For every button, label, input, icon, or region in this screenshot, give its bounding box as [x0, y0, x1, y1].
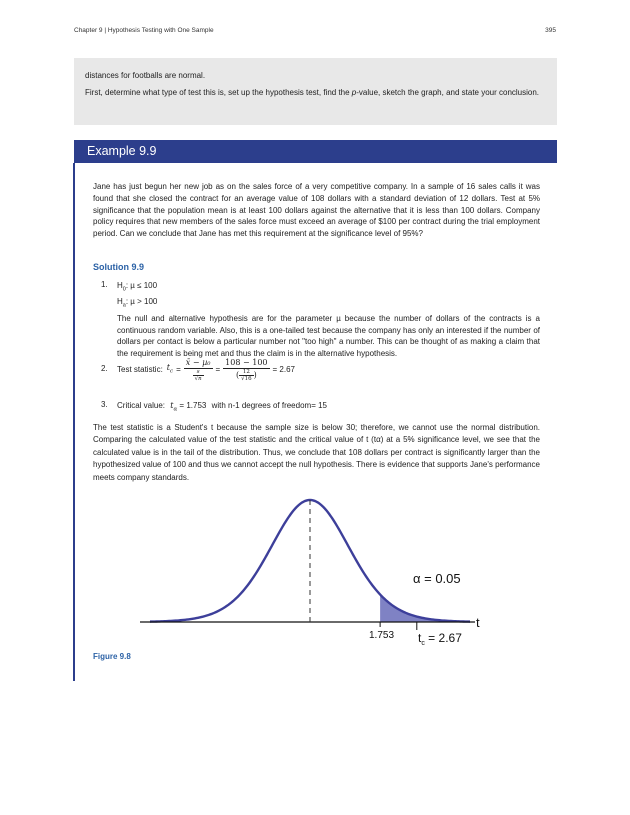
figure-caption: Figure 9.8: [93, 652, 131, 661]
intro-line-2: First, determine what type of test this is, set up the hypothesis test, find the p-value, sketch the graph, and state your conclusion.: [85, 88, 540, 97]
null-hypothesis: $H_0$: µ ≤ 100: [117, 281, 158, 293]
intro-box: [74, 58, 557, 125]
item-1-number: 1.: [101, 280, 108, 289]
critical-value-label: 1.753: [369, 630, 395, 641]
example-left-rule: [73, 163, 75, 681]
test-statistic-label: Test statistic:: [117, 365, 163, 375]
t-distribution-chart: [140, 490, 500, 650]
item-1-body: [117, 280, 540, 360]
item-1-explanation: The null and alternative hypothesis are for the parameter µ because the number of dollars of the contracts is a continuous random variable. Also, this is a one-tailed test because the company has only an interested if the number of dollars per contact is below a particular number not "too high" a number. This can be thought of as making a claim that the requirement is being met and thus the claim is in the alternative hypothesis.: [117, 313, 540, 359]
test-statistic-result: = 2.67: [272, 365, 295, 375]
item-2-number: 2.: [101, 364, 108, 373]
page-number: 395: [545, 27, 556, 34]
example-problem-text: Jane has just begun her new job as on the sales force of a very competitive company. In a sample of 16 sales calls it was found that she closed the contract for an average value of 108 dollars with a standard deviation of 12 dollars. Test at 5% significance that the population mean is at least 100 dollars against the alternative that it is less than 100 dollars. Company policy requires that new members of the sales force must exceed an average of $100 per contract during the trial employment period. Can we conclude that Jane has met this requirement at the significance level of 95%?: [93, 182, 540, 239]
conclusion-text: The test statistic is a Student's t because the sample size is below 30; therefore, we cannot use the normal distribution. Comparing the calculated value of the test statistic and the critical value of t (tα) at a 5% significance level, we see that the calculated value is in the tail of the distribution. Thus, we conclude that 108 dollars per contract is significantly larger than the hypothesized value of 100 and thus we cannot accept the null hypothesis. There is evidence that supports Jane's performance meets company standards.: [93, 423, 540, 482]
example-title-bar: Example 9.9: [74, 140, 557, 163]
test-statistic-formula: Test statistic: $t_c$ = $\frac{\text{x̄ − µ₀}}{\frac{s}{√n}}$ = 108 − 100 ( $\frac{12}{√16}$ ) = 2.67: [117, 358, 295, 382]
solution-heading: Solution 9.9: [93, 262, 145, 272]
alpha-label: α = 0.05: [413, 571, 461, 586]
critical-value-line: Critical value: $t_\alpha = 1.753$ with n-1 degrees of freedom= 15: [117, 401, 327, 413]
intro-line-1: distances for footballs are normal.: [85, 71, 206, 80]
item-3-number: 3.: [101, 400, 108, 409]
running-head: Chapter 9 | Hypothesis Testing with One Sample: [74, 27, 214, 34]
axis-label-t: t: [476, 615, 480, 630]
tc-symbol: $t_c$: [166, 362, 174, 375]
alternative-hypothesis: $H_a$: µ > 100: [117, 297, 158, 309]
formula-fraction-1: $\frac{\text{x̄ − µ₀}}{\frac{s}{√n}}$: [185, 358, 211, 382]
test-statistic-label: $t_c = 2.67$: [418, 631, 462, 647]
formula-fraction-2: 108 − 100 ( $\frac{12}{√16}$ ): [225, 358, 268, 382]
